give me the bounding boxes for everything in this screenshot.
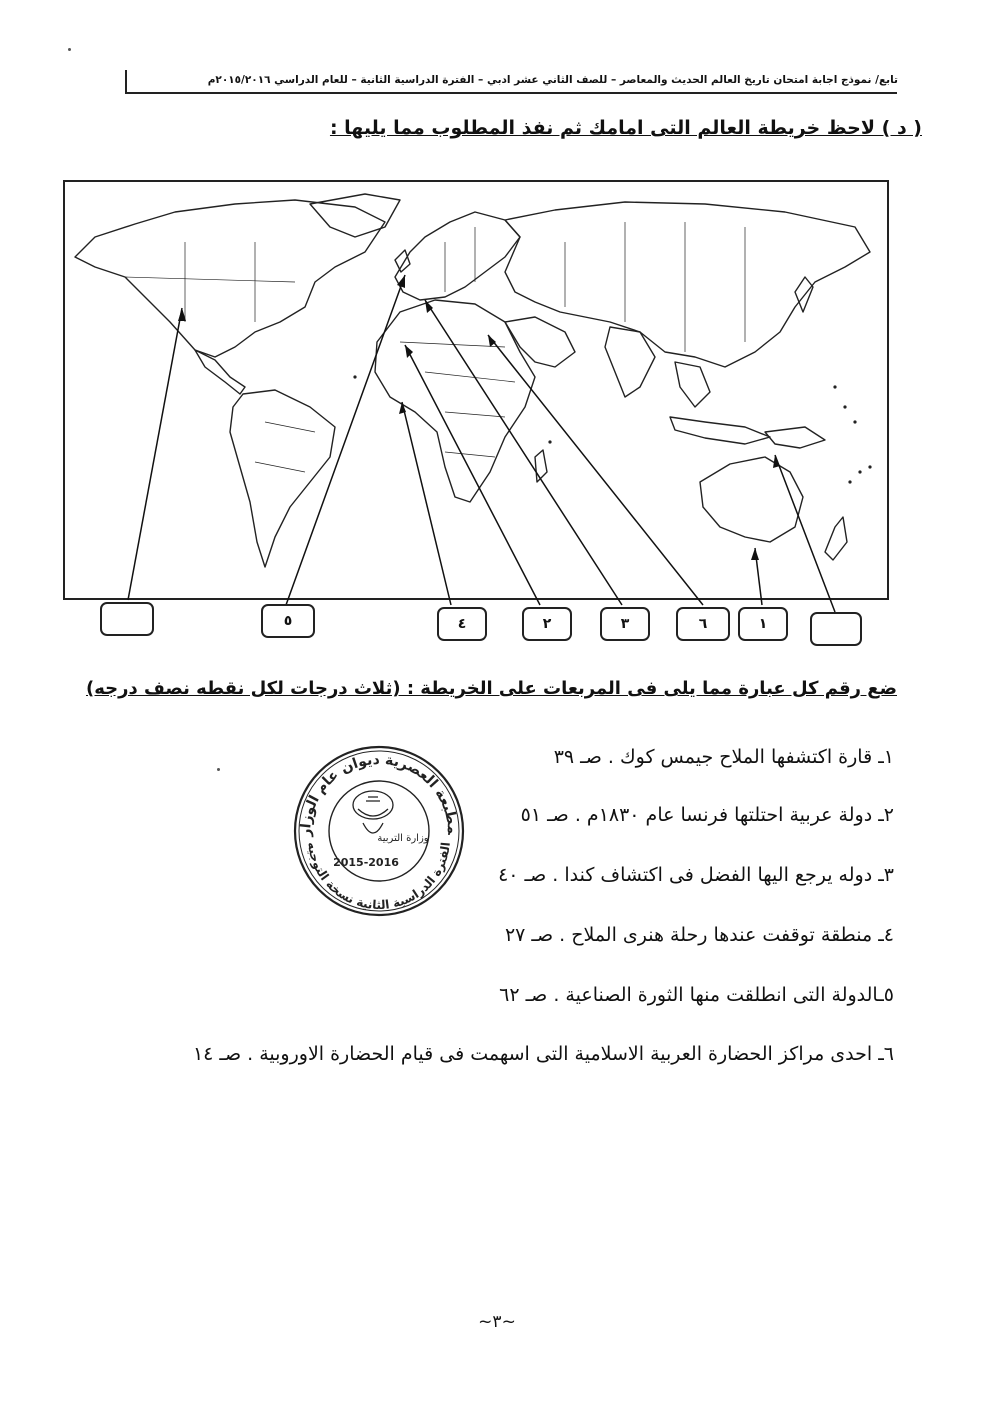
question-3: ٣ـ دوله يرجع اليها الفضل فى اكتشاف كندا . صـ ٤٠ [498,864,894,886]
answer-box-3[interactable]: ٤ [437,607,487,641]
question-6: ٦ـ احدى مراكز الحضارة العربية الاسلامية التى اسهمت فى قيام الحضارة الاوروبية . صـ ١٤ [192,1043,894,1065]
answer-box-7[interactable]: ١ [738,607,788,641]
answer-box-1[interactable] [100,602,154,636]
stamp-inner-text: الفترة الدراسية الثانية نسخة التوجيه [305,841,453,913]
pointer-lines [0,0,992,660]
instruction-text: ضع رقم كل عبارة مما يلى فى المربعات على الخريطة : (ثلاث درجات لكل نقطه نصف درجه) [85,678,897,699]
page-number: ~٣~ [478,1312,516,1332]
stamp-emblem-icon [353,791,393,833]
answer-box-6[interactable]: ٦ [676,607,730,641]
stamp-years: 2015-2016 [333,856,399,869]
stamp-small-text: وزارة التربية [377,833,429,844]
scan-speck [217,768,220,771]
answer-box-4[interactable]: ٢ [522,607,572,641]
question-5: ٥ـالدولة التى انطلقت منها الثورة الصناعية . صـ ٦٢ [499,984,894,1006]
official-stamp [288,743,470,918]
question-2: ٢ـ دولة عربية احتلتها فرنسا عام ١٨٣٠م . صـ ٥١ [520,804,894,826]
scan-speck [68,48,71,51]
question-1: ١ـ قارة اكتشفها الملاح جيمس كوك . صـ ٣٩ [553,746,894,768]
question-4: ٤ـ منطقة توقفت عندها رحلة هنرى الملاح . صـ ٢٧ [504,924,894,946]
answer-box-5[interactable]: ٣ [600,607,650,641]
stamp-outer-text: مطبعة العصرية ديوان عام الوزار [297,751,461,837]
stamp-seal [288,743,470,918]
answer-box-2[interactable]: ٥ [261,604,315,638]
header-text: تابع/ نموذج اجابة امتحان تاريخ العالم الحديث والمعاصر – للصف الثاني عشر ادبي – الفترة الدراسية الثانية – للعام الدراسي ٢٠١٥/٢٠١٦م [207,74,898,86]
section-title: ( د ) لاحظ خريطة العالم التى امامك ثم نفذ المطلوب مما يليها : [329,117,922,139]
answer-box-8[interactable] [810,612,862,646]
